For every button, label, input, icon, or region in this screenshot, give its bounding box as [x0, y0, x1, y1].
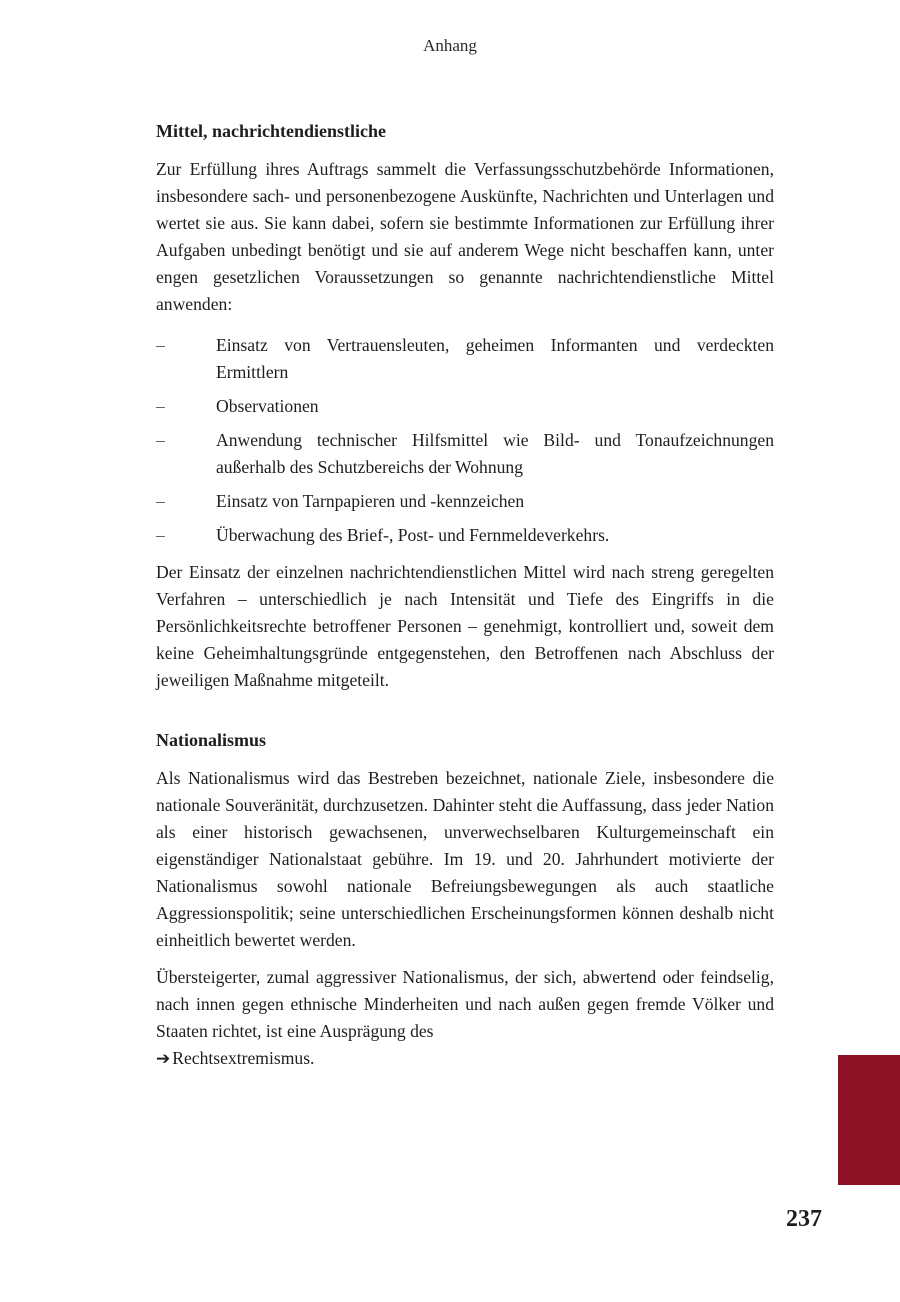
- means-list: [156, 332, 774, 549]
- section-intro-paragraph: Zur Erfüllung ihres Auftrags sammelt die Verfassungsschutzbehörde Informationen, insbesondere sach- und personenbezogene Auskünfte, Nachrichten und Unterlagen und wertet sie aus. Sie kann dabei, sofern sie bestimmte Informationen zur Erfüllung ihrer Aufgaben unbedingt benötigt und sie auf anderem Wege nicht beschaffen kann, unter engen gesetzlichen Voraussetzungen so genannte nachrichtendienstliche Mittel anwenden:: [156, 159, 774, 314]
- section-mittel: [156, 118, 774, 694]
- body-paragraph: [156, 964, 774, 1072]
- list-item-text: Observationen: [216, 396, 319, 416]
- dash-marker: –: [156, 430, 165, 450]
- body-paragraph: Als Nationalismus wird das Bestreben bezeichnet, nationale Ziele, insbesondere die nationale Souveränität, durchzusetzen. Dahinter steht die Auffassung, dass jeder Nation als einer historisch gewachsenen, unverwechselbaren Kulturgemeinschaft ein eigenständiger Nationalstaat gebühre. Im 19. und 20. Jahrhundert motivierte der Nationalismus sowohl nationale Befreiungsbewegungen als auch staatliche Aggressionspolitik; seine unterschiedlichen Erscheinungsformen können deshalb nicht einheitlich bewertet werden.: [156, 768, 774, 950]
- list-item: [156, 427, 774, 481]
- chapter-tab-marker: [838, 1055, 900, 1185]
- dash-marker: –: [156, 491, 165, 511]
- cross-reference-link[interactable]: Rechtsextremismus.: [172, 1048, 315, 1068]
- dash-marker: –: [156, 335, 165, 355]
- right-arrow-icon: ➔: [156, 1049, 171, 1068]
- dash-marker: –: [156, 525, 165, 545]
- section-spacer: [156, 694, 774, 727]
- page-number: 237: [786, 1206, 822, 1232]
- list-item: [156, 522, 774, 549]
- list-item-text: Überwachung des Brief-, Post- und Fernmeldeverkehrs.: [216, 525, 610, 545]
- section-heading: Nationalismus: [156, 730, 267, 750]
- list-item-text: Einsatz von Tarnpapieren und -kennzeichen: [216, 491, 525, 511]
- list-item: [156, 393, 774, 420]
- dash-marker: –: [156, 396, 165, 416]
- running-header: Anhang: [423, 36, 477, 55]
- list-item: [156, 332, 774, 386]
- list-item-text: Einsatz von Vertrauensleuten, geheimen Informanten und verdeckten Ermittlern: [216, 335, 774, 382]
- section-heading: Mittel, nachrichtendienstliche: [156, 121, 386, 141]
- section-closing-paragraph: Der Einsatz der einzelnen nachrichtendienstlichen Mittel wird nach streng geregelten Verfahren – unterschiedlich je nach Intensität und Tiefe des Eingriffs in die Persönlichkeitsrechte betroffener Personen – genehmigt, kontrolliert und, soweit dem keine Geheimhaltungsgründe entgegenstehen, den Betroffenen nach Abschluss der jeweiligen Maßnahme mitgeteilt.: [156, 562, 774, 690]
- page-body: [156, 118, 774, 1072]
- section-nationalismus: [156, 727, 774, 1072]
- paragraph-spacer: [156, 954, 774, 964]
- paragraph-text: Übersteigerter, zumal aggressiver Nationalismus, der sich, abwertend oder feindselig, nach innen gegen ethnische Minderheiten und nach außen gegen fremde Völker und Staaten richtet, ist eine Ausprägung des: [156, 967, 774, 1041]
- list-item-text: Anwendung technischer Hilfsmittel wie Bild- und Tonaufzeichnungen außerhalb des Schutzbereichs der Wohnung: [216, 430, 774, 477]
- list-item: [156, 488, 774, 515]
